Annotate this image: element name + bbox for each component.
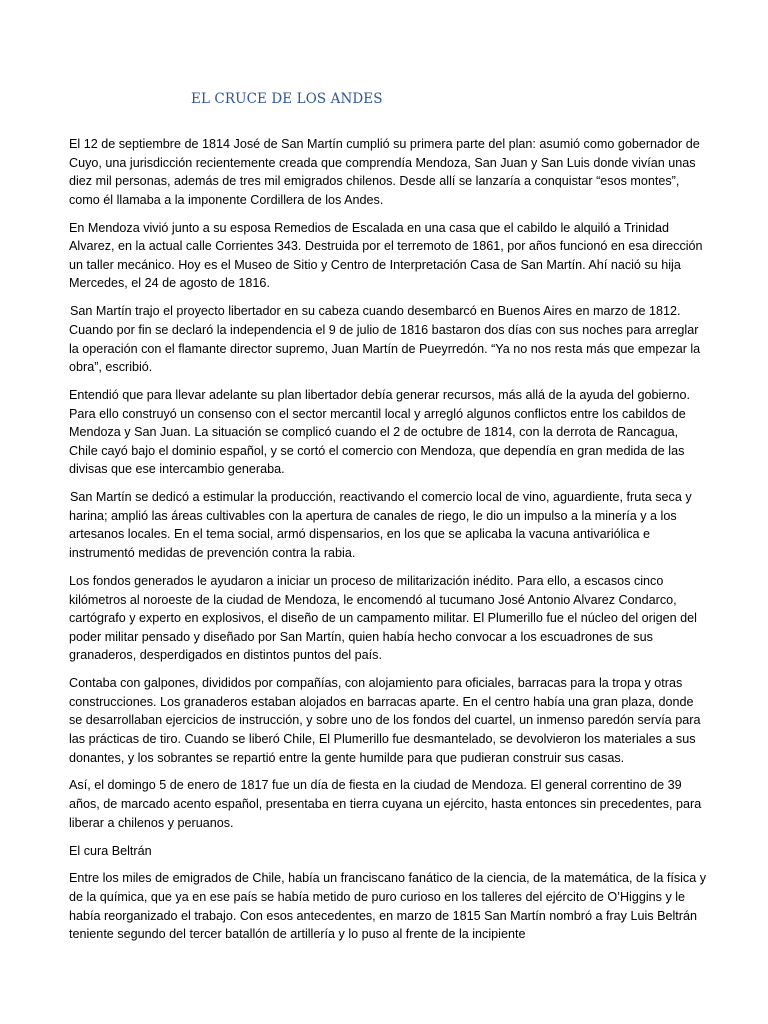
paragraph-2: En Mendoza vivió junto a su esposa Remedios de Escalada en una casa que el cabildo le alquiló a Trinidad Alvarez, en la actual calle Corrientes 343. Destruida por el terremoto de 1861, por años funcionó en esa dirección un taller mecánico. Hoy es el Museo de Sitio y Centro de Interpretación Casa de San Martín. Ahí nació su hija Mercedes, el 24 de agosto de 1816. — [69, 220, 703, 291]
section-heading-cura-beltran: El cura Beltrán — [69, 843, 152, 858]
paragraph-6: Los fondos generados le ayudaron a iniciar un proceso de militarización inédito. Para ello, a escasos cinco kilómetros al noroeste de la ciudad de Mendoza, le encomendó al tucumano José Antonio Alvarez Condarco, cartógrafo y experto en explosivos, el diseño de un campamento militar. El Plumerillo fue el núcleo del origen del poder militar pensado y diseñado por San Martín, quien había hecho convocar a los escuadrones de sus granaderos, desperdigados en distintos puntos del país. — [69, 573, 697, 663]
document-body — [69, 135, 709, 953]
paragraph-8: Así, el domingo 5 de enero de 1817 fue un día de fiesta en la ciudad de Mendoza. El general correntino de 39 años, de marcado acento español, presentaba en tierra cuyana un ejército, hasta entonces sin precedentes, para liberar a chilenos y peruanos. — [69, 778, 702, 830]
paragraph-9: Entre los miles de emigrados de Chile, había un franciscano fanático de la ciencia, de la matemática, de la física y de la química, que ya en ese país se había metido de puro curioso en los talleres del ejército de O’Higgins y le había reorganizado el trabajo. Con esos antecedentes, en marzo de 1815 San Martín nombró a fray Luis Beltrán teniente segundo del tercer batallón de artillería y lo puso al frente de la incipiente — [69, 871, 707, 942]
paragraph-5: San Martín se dedicó a estimular la producción, reactivando el comercio local de vino, aguardiente, fruta seca y harina; amplió las áreas cultivables con la apertura de canales de riego, le dio un impulso a la minería y a los artesanos locales. En el tema social, armó dispensarios, en los que se aplicaba la vacuna antivariólica e instrumentó medidas de prevención contra la rabia. — [69, 490, 692, 561]
paragraph-4: Entendió que para llevar adelante su plan libertador debía generar recursos, más allá de la ayuda del gobierno. Para ello construyó un consenso con el sector mercantil local y arregló algunos conflictos entre los cabildos de Mendoza y San Juan. La situación se complicó cuando el 2 de octubre de 1814, con la derrota de Rancagua, Chile cayó bajo el dominio español, y se cortó el comercio con Mendoza, que dependía en gran medida de las divisas que ese intercambio generaba. — [69, 388, 690, 477]
document-title: EL CRUCE DE LOS ANDES — [191, 91, 383, 107]
paragraph-7: Contaba con galpones, divididos por compañías, con alojamiento para oficiales, barracas para la tropa y otras construcciones. Los granaderos estaban alojados en barracas aparte. En el centro había una gran plaza, donde se desarrollaban ejercicios de instrucción, y sobre uno de los fondos del cuartel, un inmenso paredón servía para las prácticas de tiro. Cuando se liberó Chile, El Plumerillo fue desmantelado, se devolvieron los materiales a sus donantes, y los sobrantes se repartió entre la gente humilde para que pudieran construir sus casas. — [69, 676, 701, 765]
paragraph-1: El 12 de septiembre de 1814 José de San Martín cumplió su primera parte del plan: asumió como gobernador de Cuyo, una jurisdicción recientemente creada que comprendía Mendoza, San Juan y San Luis donde vivían unas diez mil personas, además de tres mil emigrados chilenos. Desde allí se lanzaría a conquistar “esos montes”, como él llamaba a la imponente Cordillera de los Andes. — [69, 137, 700, 207]
paragraph-3: San Martín trajo el proyecto libertador en su cabeza cuando desembarcó en Buenos Aires en marzo de 1812. Cuando por fin se declaró la independencia el 9 de julio de 1816 bastaron dos días con sus noches para arreglar la operación con el flamante director supremo, Juan Martín de Pueyrredón. “Ya no nos resta más que empezar la obra”, escribió. — [69, 304, 701, 375]
